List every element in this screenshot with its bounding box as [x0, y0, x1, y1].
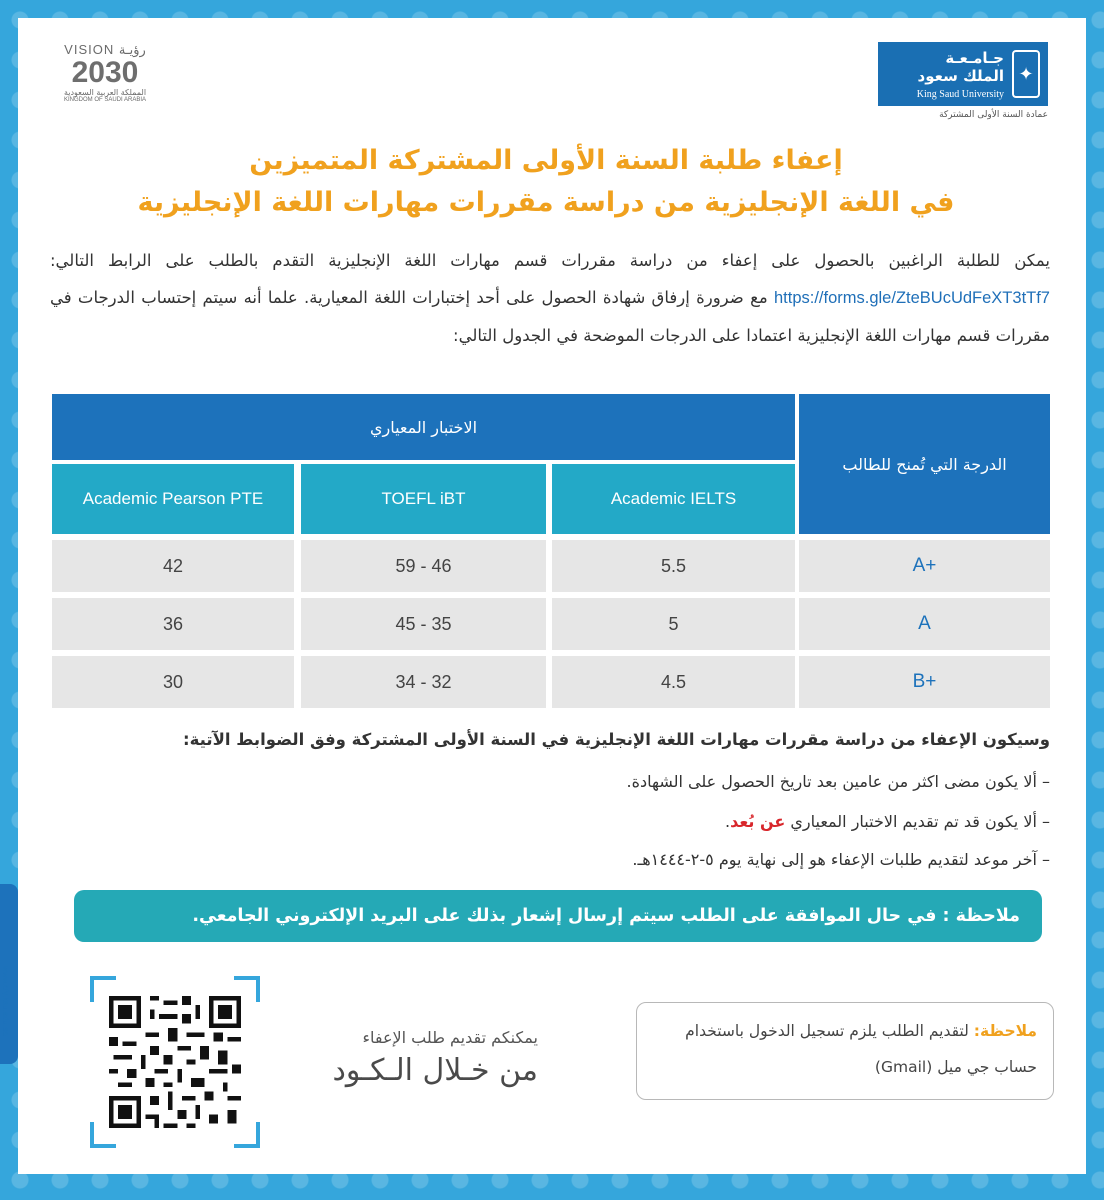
approval-note-text: ملاحظة : في حال الموافقة على الطلب سيتم إرسال إشعار بذلك على البريد الإلكتروني الجامعي.: [192, 906, 1020, 926]
remote-warning: عن بُعد: [730, 812, 786, 831]
vision-top-text: VISION رؤيـة: [64, 42, 146, 57]
qr-code-icon[interactable]: [108, 996, 242, 1128]
table-cell-ielts: 5: [552, 598, 795, 650]
qr-line1: يمكنكم تقديم طلب الإعفاء: [362, 1028, 538, 1047]
table-cell-ielts: 5.5: [552, 540, 795, 592]
rules-heading: وسيكون الإعفاء من دراسة مقررات مهارات اللغة الإنجليزية في السنة الأولى المشتركة وفق الضوابط الآتية:: [183, 730, 1050, 749]
column-header-pte: Academic Pearson PTE: [52, 464, 294, 534]
intro-text-1: يمكن للطلبة الراغبين بالحصول على إعفاء من دراسة مقررات قسم مهارات اللغة الإنجليزية التقدم بالطلب على الرابط التالي:: [50, 251, 1050, 270]
qr-line2: من خـلال الـكـود: [332, 1053, 538, 1088]
ksu-ar-line1: جـامـعـة: [945, 48, 1004, 67]
table-cell-grade: A: [799, 598, 1050, 650]
table-cell-pte: 42: [52, 540, 294, 592]
table-group-header: الاختبار المعياري: [52, 394, 795, 460]
table-cell-grade: B+: [799, 656, 1050, 708]
table-cell-grade: A+: [799, 540, 1050, 592]
column-header-ielts: Academic IELTS: [552, 464, 795, 534]
vision-2030-logo: [50, 42, 160, 103]
gmail-note-label: ملاحظة:: [973, 1022, 1037, 1040]
table-cell-pte: 36: [52, 598, 294, 650]
page-title: [96, 140, 996, 224]
vision-en-text: KINGDOM OF SAUDI ARABIA: [63, 97, 146, 103]
announcement-card: [18, 18, 1086, 1174]
table-cell-toefl: 45 - 35: [301, 598, 546, 650]
table-cell-toefl: 34 - 32: [301, 656, 546, 708]
title-line1: إعفاء طلبة السنة الأولى المشتركة المتميزين: [249, 145, 843, 176]
intro-paragraph: [50, 242, 1050, 354]
gmail-note-text: لتقديم الطلب يلزم تسجيل الدخول باستخدام حساب جي ميل (Gmail): [685, 1022, 1037, 1076]
rule-item-1: – ألا يكون مضى اكثر من عامين بعد تاريخ الحصول على الشهادة.: [626, 772, 1050, 791]
table-cell-ielts: 4.5: [552, 656, 795, 708]
rule-item-2-text: – ألا يكون قد تم تقديم الاختبار المعياري: [785, 812, 1050, 831]
ksu-ar-line2: الملك سعود: [917, 66, 1004, 85]
ksu-en-name: King Saud University: [916, 88, 1004, 100]
vision-ar-text: المملكة العربية السعودية: [63, 88, 147, 97]
qr-instructions: [278, 1028, 538, 1088]
deanship-name: عمادة السنة الأولى المشتركة: [939, 110, 1048, 120]
approval-note-banner: [74, 890, 1042, 942]
palm-emblem-icon: ✦: [1012, 50, 1040, 98]
column-header-toefl: TOEFL iBT: [301, 464, 546, 534]
gmail-note-box: [636, 1002, 1054, 1100]
table-cell-pte: 30: [52, 656, 294, 708]
rule-item-2: [40, 812, 1050, 831]
title-line2: في اللغة الإنجليزية من دراسة مقررات مهارات اللغة الإنجليزية: [137, 187, 955, 218]
rule-item-3: – آخر موعد لتقديم طلبات الإعفاء هو إلى نهاية يوم ٥-٢-١٤٤٤هـ.: [632, 850, 1050, 869]
vision-year: 2030: [71, 56, 139, 89]
application-form-link[interactable]: https://forms.gle/ZteBUcUdFeXT3tTf7: [773, 289, 1050, 307]
ksu-logo: [878, 42, 1048, 106]
qr-code-frame[interactable]: [90, 976, 260, 1148]
table-cell-toefl: 59 - 46: [301, 540, 546, 592]
intro-text-2: مع ضرورة إرفاق شهادة الحصول على أحد إختبارات اللغة المعيارية. علما أنه سيتم إحتساب الدرجات في مقررات قسم مهارات اللغة الإنجليزية اعتمادا على الدرجات الموضحة في الجدول التالي:: [50, 288, 1050, 345]
table-grade-header: الدرجة التي تُمنح للطالب: [799, 394, 1050, 534]
rule-item-2-end: .: [725, 812, 731, 831]
website-url[interactable]: www.cfy.ksu.edu.sa: [1, 966, 10, 1036]
